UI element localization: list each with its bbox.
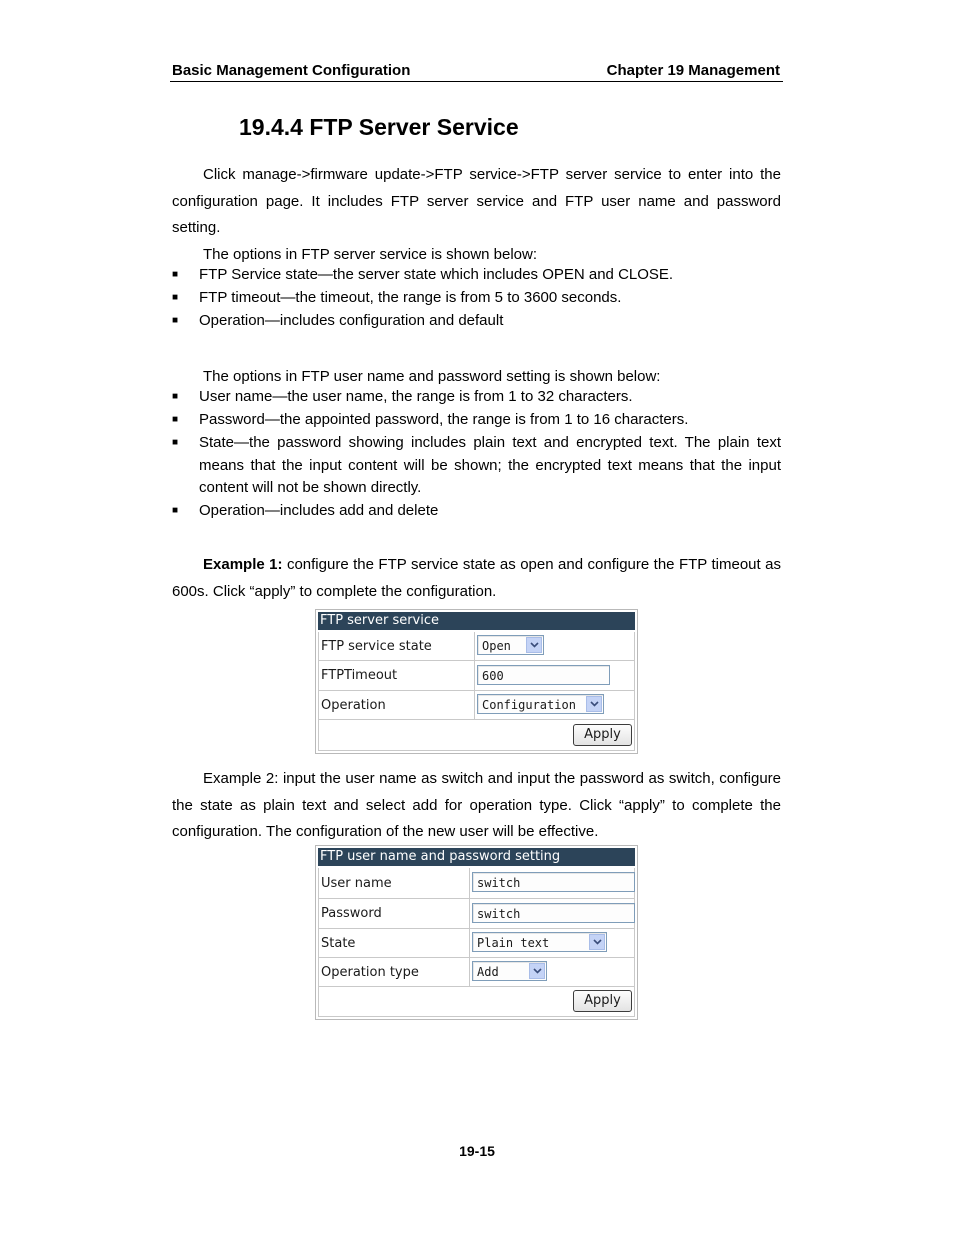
server-option-item: ■ Operation—includes configuration and default — [172, 310, 781, 333]
chevron-down-icon — [529, 963, 545, 979]
ftp-timeout-input[interactable]: 600 — [477, 665, 610, 685]
operation-type-row — [318, 958, 635, 987]
page-number: 19-15 — [459, 1143, 495, 1159]
field-label: Password — [319, 899, 470, 928]
example-1-text: configure the FTP service state as open and configure the FTP timeout as 600s. Click “apply” to complete the configuration. — [172, 556, 781, 600]
running-header-right: Chapter 19 Management — [606, 62, 780, 79]
running-header-left: Basic Management Configuration — [172, 62, 411, 79]
example-1-paragraph — [172, 552, 781, 605]
chevron-down-icon — [526, 637, 542, 653]
user-name-row — [318, 868, 635, 899]
operation-row — [318, 691, 635, 720]
panel-title: FTP user name and password setting — [318, 848, 635, 866]
state-select[interactable]: Plain text — [472, 932, 607, 952]
field-label: FTPTimeout — [319, 661, 475, 690]
bullet-icon: ■ — [172, 414, 179, 425]
bullet-icon: ■ — [172, 505, 179, 516]
user-option-item: ■ Operation—includes add and delete — [172, 500, 781, 523]
intro-paragraph: Click manage->firmware update->FTP service->FTP server service to enter into the configuration page. It includes FTP server service and FTP user name and password setting. — [172, 166, 781, 236]
header-rule — [170, 81, 783, 82]
chevron-down-icon — [586, 696, 602, 712]
field-label: FTP service state — [319, 632, 475, 660]
ftp-server-service-panel — [315, 609, 638, 754]
chevron-down-icon — [589, 934, 605, 950]
password-row — [318, 899, 635, 929]
ftp-service-state-row — [318, 632, 635, 661]
user-option-item: ■ User name—the user name, the range is from 1 to 32 characters. — [172, 386, 781, 409]
panel-title: FTP server service — [318, 612, 635, 630]
server-options-intro: The options in FTP server service is shown below: — [203, 246, 538, 263]
ftp-timeout-row — [318, 661, 635, 691]
apply-row — [318, 987, 635, 1017]
field-label: Operation — [319, 691, 475, 719]
bullet-icon: ■ — [172, 292, 179, 303]
field-label: Operation type — [319, 958, 470, 986]
example-2-paragraph: Example 2: input the user name as switch and input the password as switch, configure the state as plain text and select add for operation type. Click “apply” to complete the configuration. The configuration of the new user will be effective. — [172, 770, 781, 840]
apply-button[interactable]: Apply — [573, 990, 632, 1012]
section-title: 19.4.4 FTP Server Service — [239, 114, 519, 140]
server-option-item: ■ FTP timeout—the timeout, the range is from 5 to 3600 seconds. — [172, 287, 781, 310]
field-label: State — [319, 929, 470, 957]
password-input[interactable]: switch — [472, 903, 635, 923]
server-option-item: ■ FTP Service state—the server state which includes OPEN and CLOSE. — [172, 264, 781, 287]
operation-select[interactable]: Configuration — [477, 694, 604, 714]
user-options-intro: The options in FTP user name and password setting is shown below: — [203, 368, 661, 385]
user-option-item: ■ State—the password showing includes plain text and encrypted text. The plain text means that the input content will be shown; the encrypted text means that the input content will not be shown directly. — [172, 434, 781, 496]
example-1-label: Example 1: — [203, 556, 283, 573]
bullet-icon: ■ — [172, 315, 179, 326]
apply-row — [318, 720, 635, 751]
state-row — [318, 929, 635, 958]
ftp-service-state-select[interactable]: Open — [477, 635, 544, 655]
user-option-item: ■ Password—the appointed password, the range is from 1 to 16 characters. — [172, 409, 781, 432]
ftp-user-password-panel — [315, 845, 638, 1020]
user-name-input[interactable]: switch — [472, 872, 635, 892]
bullet-icon: ■ — [172, 437, 179, 448]
bullet-icon: ■ — [172, 391, 179, 402]
apply-button[interactable]: Apply — [573, 724, 632, 746]
operation-type-select[interactable]: Add — [472, 961, 547, 981]
bullet-icon: ■ — [172, 269, 179, 280]
field-label: User name — [319, 868, 470, 898]
